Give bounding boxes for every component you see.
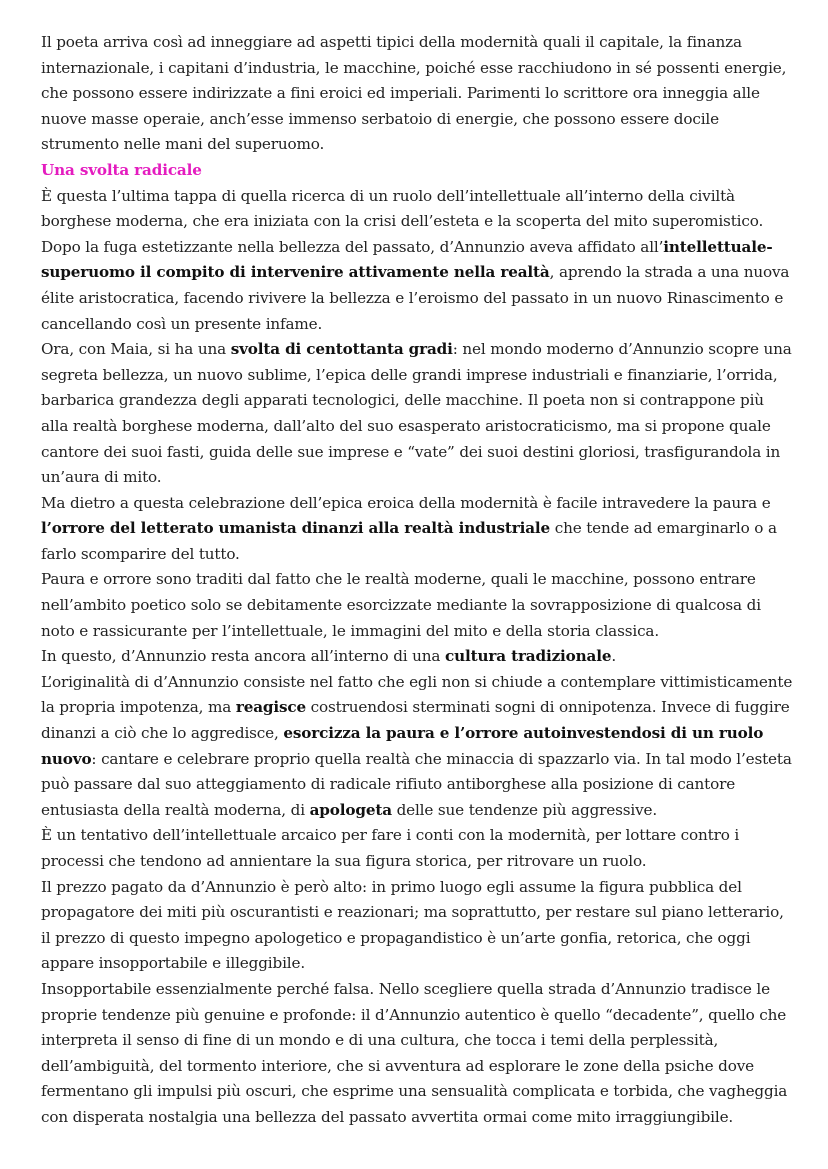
paragraph-text: : nel mondo moderno d’Annunzio scopre una segreta bellezza, un nuovo sublime, l’epica delle grandi imprese industriali e finanziarie, l’orrida, barbarica grandezza degli apparati tecnologici, delle macchine. Il poeta non si contrappone più alla realtà borghese moderna, dall’alto del suo esasperato aristocraticismo, ma si propone quale cantore dei suoi fasti, guida delle sue imprese e “vate” dei suoi destini gloriosi, trasfigurandola in un’aura di mito.: [41, 340, 792, 487]
paragraph-text: Ora, con Maia, si ha una: [41, 340, 231, 359]
paragraph-high-price: [41, 875, 793, 977]
bold-phrase: apologeta: [309, 800, 392, 819]
paragraph-text: È questa l’ultima tappa di quella ricerca di un ruolo dell’intellettuale all’interno della civiltà borghese moderna, che era iniziata con la crisi dell’esteta e la scoperta del mito superomistico. Dopo la fuga estetizzante nella bellezza del passato, d’Annunzio aveva affidato all’: [41, 186, 764, 256]
bold-phrase: reagisce: [235, 698, 306, 717]
paragraph-text: Ma dietro a questa celebrazione dell’epica eroica della modernità è facile intravedere la paura e: [41, 493, 771, 512]
bold-phrase: intellettuale-superuomo il compito di intervenire attivamente nella realtà: [41, 237, 773, 282]
bold-phrase: l’orrore del letterato umanista dinanzi alla realtà industriale: [41, 519, 551, 538]
document-page: [41, 30, 793, 1131]
paragraph-originality: [41, 670, 793, 824]
intro-text: Il poeta arriva così ad inneggiare ad aspetti tipici della modernità quali il capitale, la finanza internazionale, i capitani d’industria, le macchine, poiché esse racchiudono in sé possenti energie, che possono essere indirizzate a fini eroici ed imperiali. Parimenti lo scrittore ora inneggia alle nuove masse operaie, anch’esse immenso serbatoio di energie, che possono essere docile strumento nelle mani del superuomo.: [41, 33, 787, 154]
paragraph-exorcism: [41, 567, 793, 644]
paragraph-falseness: [41, 977, 793, 1131]
paragraph-text: In questo, d’Annunzio resta ancora all’interno di una: [41, 647, 446, 666]
paragraph-text: , aprendo la strada a una nuova élite aristocratica, facendo rivivere la bellezza e l’eroismo del passato in un nuovo Rinascimento e cancellando così un presente infame.: [41, 263, 790, 333]
bold-phrase: esorcizza la paura e l’orrore autoinvestendosi di un ruolo nuovo: [41, 724, 764, 768]
paragraph-text: Insopportabile essenzialmente perché falsa. Nello scegliere quella strada d’Annunzio tradisce le proprie tendenze più genuine e profonde: il d’Annunzio autentico è quello “decadente”, quello che interpreta il senso di fine di un mondo e di una cultura, che tocca i temi della perplessità, dell’ambiguità, del tormento interiore, che si avventura ad esplorare le zone della psiche dove fermentano gli impulsi più oscuri, che esprime una sensualità complicata e torbida, che vagheggia con disperata nostalgia una bellezza del passato avvertita ormai come mito irraggiungibile.: [41, 979, 788, 1126]
paragraph-text: : cantare e celebrare proprio quella realtà che minaccia di spazzarlo via. In tal modo l’esteta può passare dal suo atteggiamento di radicale rifiuto antiborghese alla posizione di cantore entusiasta della realtà moderna, di: [41, 749, 792, 819]
paragraph-text: .: [611, 647, 617, 666]
paragraph-text: L’originalità di d’Annunzio consiste nel fatto che egli non si chiude a contemplare vittimisticamente la propria impotenza, ma: [41, 672, 793, 717]
intro-paragraph: [41, 30, 793, 158]
paragraph-last-stage: [41, 184, 793, 338]
paragraph-maia-turn: [41, 337, 793, 491]
paragraph-text: costruendosi sterminati sogni di onnipotenza. Invece di fuggire dinanzi a ciò che lo aggredisce,: [41, 698, 790, 743]
paragraph-text: Paura e orrore sono traditi dal fatto che le realtà moderne, quali le macchine, possono entrare nell’ambito poetico solo se debitamente esorcizzate mediante la sovrapposizione di qualcosa di noto e rassicurante per l’intellettuale, le immagini del mito e della storia classica.: [41, 570, 761, 640]
bold-phrase: svolta di centottanta gradi: [230, 340, 453, 359]
paragraph-text: È un tentativo dell’intellettuale arcaico per fare i conti con la modernità, per lottare contro i processi che tendono ad annientare la sua figura storica, per ritrovare un ruolo.: [41, 826, 740, 870]
bold-phrase: cultura tradizionale: [445, 647, 612, 666]
paragraph-text: che tende ad emarginarlo o a farlo scomparire del tutto.: [41, 519, 777, 563]
paragraph-text: Il prezzo pagato da d’Annunzio è però alto: in primo luogo egli assume la figura pubblica del propagatore dei miti più oscurantisti e reazionari; ma soprattutto, per restare sul piano letterario, il prezzo di questo impegno apologetico e propagandistico è un’arte gonfia, retorica, che oggi appare insopportabile e illeggibile.: [41, 877, 784, 973]
paragraph-fear-horror: [41, 491, 793, 568]
section-heading: Una svolta radicale: [41, 160, 202, 179]
paragraph-text: delle sue tendenze più aggressive.: [391, 800, 658, 819]
paragraph-archaic-intellectual: [41, 823, 793, 874]
paragraph-traditional-culture: [41, 644, 793, 670]
